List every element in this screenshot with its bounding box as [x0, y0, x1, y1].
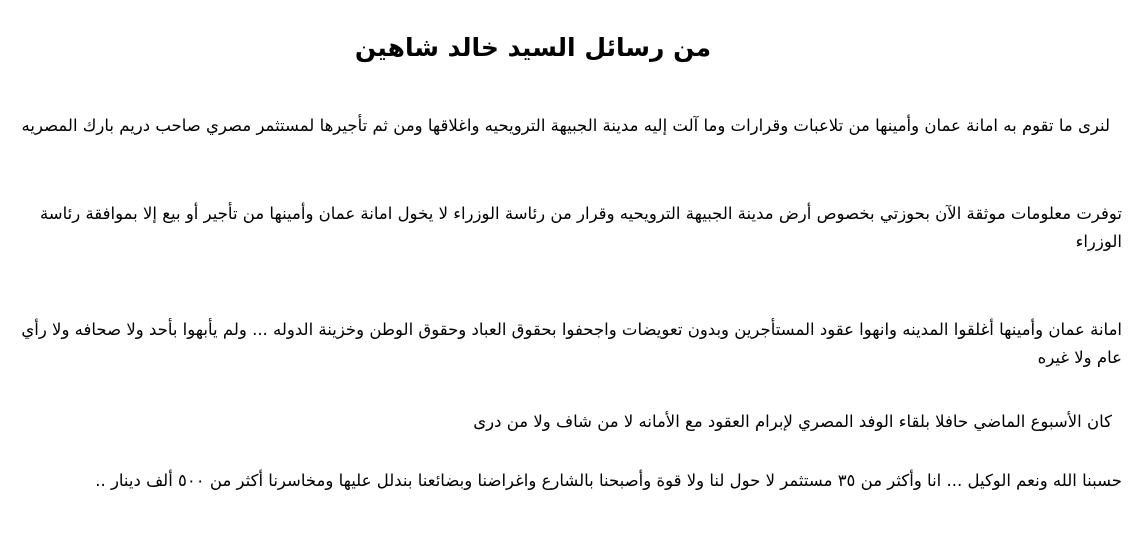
paragraph-5: حسبنا الله ونعم الوكيل ... انا وأكثر من ٣٥ مستثمر لا حول لنا ولا قوة وأصبحنا بالشارع واغراضنا وبضائعنا بندلل عليها ومخاسرنا أكثر من ٥٠٠ ألف دينار .. [95, 471, 1122, 490]
paragraph-4: كان الأسبوع الماضي حافلا بلقاء الوفد المصري لإبرام العقود مع الأمانه لا من شاف ولا من درى [473, 412, 1112, 431]
document-title: من رسائل السيد خالد شاهين [354, 33, 712, 62]
paragraph-3: امانة عمان وأمينها أغلقوا المدينه وانهوا عقود المستأجرين وبدون تعويضات واجحفوا بحقوق العباد وحقوق الوطن وخزينة الدوله ... ولم يأبهوا بأحد ولا صحافه ولا رأي عام ولا غيره [21, 320, 1122, 367]
paragraph-1: لنرى ما تقوم به امانة عمان وأمينها من تلاعبات وقرارات وما آلت إليه مدينة الجبيهة الترويحيه واغلاقها ومن ثم تأجيرها لمستثمر مصري صاحب دريم بارك المصريه [21, 116, 1110, 135]
paragraph-2: توفرت معلومات موثقة الآن بحوزتي بخصوص أرض مدينة الجبيهة الترويحيه وقرار من رئاسة الوزراء لا يخول امانة عمان وأمينها من تأجير أو بيع إلا بموافقة رئاسة الوزراء [39, 204, 1122, 251]
